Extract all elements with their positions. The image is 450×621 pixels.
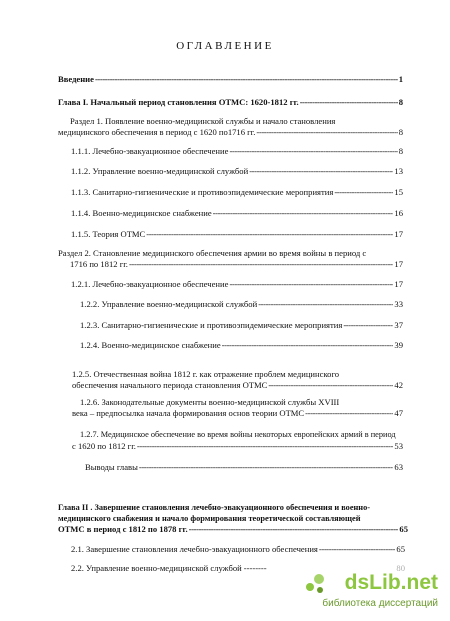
toc-leader-short: -------- <box>243 563 267 573</box>
toc-entry-text: 1.2.4. Военно-медицинское снабжение <box>80 340 221 350</box>
dslib-subtitle: библиотека диссертаций <box>322 598 438 609</box>
toc-entry-text: медицинского обеспечения в период с 1620 по1716 гг. <box>58 126 256 137</box>
toc-entry-text: Выводы главы <box>85 462 138 472</box>
toc-entry-1-2-1[interactable] <box>71 279 403 290</box>
toc-page-number: 37 <box>394 320 403 330</box>
toc-leader <box>146 229 393 240</box>
toc-leader <box>229 279 393 290</box>
toc-entry-text: 1.2.1. Лечебно-эвакуационное обеспечение <box>71 279 229 289</box>
toc-page-number: 63 <box>394 462 403 472</box>
toc-leader <box>256 127 397 138</box>
toc-leader <box>268 380 393 391</box>
toc-leader <box>300 97 398 108</box>
toc-page-number: 16 <box>394 208 403 218</box>
toc-entry-1-2-3[interactable] <box>80 320 403 331</box>
toc-entry-1-2-7[interactable] <box>72 430 403 451</box>
toc-entry-text-line2: медицинского снабжения и начало формирования теоретической составляющей <box>58 513 361 523</box>
toc-entry-text: 1.2.2. Управление военно-медицинской службой <box>80 299 258 309</box>
toc-entry-text-line1: Раздел 2. Становление медицинского обеспечения армии во время войны в период с <box>58 248 367 258</box>
toc-leader <box>129 259 393 270</box>
toc-leader <box>222 340 394 351</box>
toc-page-number: 47 <box>394 407 403 418</box>
toc-leader <box>343 320 393 331</box>
toc-entry-text: века – предпосылка начала формирования основ теории ОТМС <box>72 407 305 418</box>
toc-page-number: 53 <box>394 440 403 451</box>
toc-entry-1-1-1[interactable] <box>71 146 403 157</box>
toc-entry-1-1-3[interactable] <box>71 187 403 198</box>
toc-entry-text: 2.1. Завершение становления лечебно-эвакуационного обеспечения <box>71 544 318 554</box>
toc-entry-text-line1: 1.2.5. Отечественная война 1812 г. как отражение проблем медицинского <box>72 369 340 379</box>
toc-entry-section-2[interactable] <box>58 248 403 269</box>
toc-title: ОГЛАВЛЕНИЕ <box>176 40 274 52</box>
toc-entry-text-line1: Глава II . Завершение становления лечебно-эвакуационного обеспечения и военно- <box>58 503 370 512</box>
toc-entry-intro[interactable] <box>58 74 403 85</box>
toc-leader <box>258 299 393 310</box>
toc-entry-1-1-4[interactable] <box>71 208 403 219</box>
toc-entry-1-2-5[interactable] <box>72 369 403 390</box>
dslib-watermark[interactable] <box>322 571 442 615</box>
toc-leader <box>305 408 393 419</box>
toc-page-number: 65 <box>396 544 405 554</box>
toc-entry-text: 2.2. Управление военно-медицинской службой <box>71 563 242 573</box>
toc-entry-text: 1.1.1. Лечебно-эвакуационное обеспечение <box>71 146 229 156</box>
toc-page-number: 65 <box>399 524 408 534</box>
toc-leader <box>137 441 393 452</box>
toc-page-number: 80 <box>396 563 405 573</box>
toc-entry-text: 1.1.4. Военно-медицинское снабжение <box>71 208 212 218</box>
toc-page-number: 42 <box>394 379 403 390</box>
dslib-logo-text: dsLib.net <box>344 571 438 594</box>
toc-leader <box>319 544 396 555</box>
toc-entry-conclusions[interactable] <box>85 462 403 473</box>
toc-page-number: 17 <box>394 258 403 269</box>
toc-entry-text: 1716 по 1812 гг. <box>70 258 128 269</box>
toc-entry-section-1[interactable] <box>58 116 403 137</box>
toc-page-number: 8 <box>398 126 403 137</box>
toc-entry-text: ОТМС в период с 1812 по 1878 гг. <box>58 524 188 534</box>
toc-entry-text: Введение <box>58 74 94 84</box>
toc-leader <box>249 166 393 177</box>
toc-page-number: 8 <box>398 97 403 107</box>
toc-entry-text-line1: 1.2.7. Медицинское обеспечение во время войны некоторых европейских армий в период <box>80 430 396 439</box>
toc-page-number: 15 <box>394 187 403 197</box>
toc-entry-chapter-1[interactable] <box>58 97 403 108</box>
toc-entry-text: 1.2.3. Санитарно-гигиенические и противоэпидемические мероприятия <box>80 320 343 330</box>
toc-entry-1-1-2[interactable] <box>71 166 403 177</box>
toc-entry-text: Глава I. Начальный период становления ОТМС: 1620-1812 гг. <box>58 97 299 107</box>
toc-leader <box>229 146 397 157</box>
toc-page-number: 17 <box>394 279 403 289</box>
toc-page-number: 17 <box>394 229 403 239</box>
toc-page-number: 39 <box>394 340 403 350</box>
toc-leader <box>334 187 393 198</box>
toc-entry-chapter-2[interactable] <box>58 503 408 535</box>
toc-page-number: 13 <box>394 166 403 176</box>
toc-entry-text-line1: Раздел 1. Появление военно-медицинской службы и начало становления <box>70 116 336 126</box>
toc-entry-text: 1.1.2. Управление военно-медицинской службой <box>71 166 249 176</box>
toc-leader <box>189 524 399 535</box>
toc-entry-text: с 1620 по 1812 гг. <box>72 440 136 451</box>
toc-leader <box>213 208 394 219</box>
toc-entry-text: 1.1.5. Теория ОТМС <box>71 229 146 239</box>
toc-entry-1-2-6[interactable] <box>72 397 403 418</box>
toc-entry-1-2-2[interactable] <box>80 299 403 310</box>
toc-entry-text: 1.1.3. Санитарно-гигиенические и противоэпидемические мероприятия <box>71 187 334 197</box>
toc-entry-text-line1: 1.2.6. Законодательные документы военно-медицинской службы XVIII <box>80 397 340 407</box>
toc-entry-1-1-5[interactable] <box>71 229 403 240</box>
dslib-logo-icon <box>304 571 326 595</box>
toc-entry-1-2-4[interactable] <box>80 340 403 351</box>
toc-leader <box>139 462 394 473</box>
toc-page-number: 33 <box>394 299 403 309</box>
toc-entry-text: обеспечения начального периода становления ОТМС <box>72 379 268 390</box>
toc-leader <box>95 74 398 85</box>
toc-page-number: 8 <box>398 146 403 156</box>
toc-entry-2-1[interactable] <box>71 544 405 555</box>
toc-page-number: 1 <box>398 74 403 84</box>
